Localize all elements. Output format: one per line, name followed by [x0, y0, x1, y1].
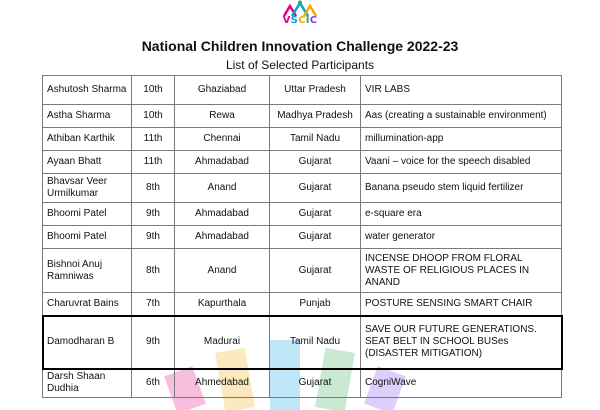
participant-state: Punjab: [270, 293, 361, 316]
table-row: [43, 293, 562, 316]
participant-city: Chennai: [175, 128, 270, 151]
table-row: [43, 369, 562, 398]
project-title: CogniWave: [361, 369, 562, 398]
document-title: National Children Innovation Challenge 2022-23: [141, 38, 459, 54]
table-row: [43, 128, 562, 151]
participant-city: Kapurthala: [175, 293, 270, 316]
participant-grade: 10th: [132, 76, 175, 105]
participant-grade: 9th: [132, 226, 175, 249]
participant-state: Gujarat: [270, 226, 361, 249]
participant-grade: 10th: [132, 105, 175, 128]
project-title: VIR LABS: [361, 76, 562, 105]
participant-name: Bhoomi Patel: [43, 226, 132, 249]
project-title: INCENSE DHOOP FROM FLORAL WASTE OF RELIGIOUS PLACES IN ANAND: [361, 249, 562, 293]
participant-state: Tamil Nadu: [270, 128, 361, 151]
participant-name: Charuvrat Bains: [43, 293, 132, 316]
table-row: [43, 105, 562, 128]
participant-city: Ahmedabad: [175, 369, 270, 398]
participant-state: Gujarat: [270, 203, 361, 226]
table-row: [43, 249, 562, 293]
participant-grade: 6th: [132, 369, 175, 398]
participants-table: [42, 75, 562, 398]
participant-city: Ahmadabad: [175, 203, 270, 226]
participant-name: Astha Sharma: [43, 105, 132, 128]
table-row: [43, 203, 562, 226]
logo-text: VSCIC: [282, 15, 318, 26]
vscic-logo: [272, 0, 328, 30]
participant-city: Ghaziabad: [175, 76, 270, 105]
participant-name: Darsh Shaan Dudhia: [43, 369, 132, 398]
participant-state: Madhya Pradesh: [270, 105, 361, 128]
project-title: Banana pseudo stem liquid fertilizer: [361, 174, 562, 203]
participant-city: Madurai: [175, 316, 270, 369]
participant-state: Gujarat: [270, 249, 361, 293]
participant-grade: 11th: [132, 151, 175, 174]
project-title: e-square era: [361, 203, 562, 226]
participant-name: Athiban Karthik: [43, 128, 132, 151]
participant-name: Damodharan B: [43, 316, 132, 369]
table-row: [43, 76, 562, 105]
participant-name: Ayaan Bhatt: [43, 151, 132, 174]
table-row: [43, 151, 562, 174]
participant-name: Bhoomi Patel: [43, 203, 132, 226]
participant-state: Gujarat: [270, 151, 361, 174]
highlighted-table-row: [43, 316, 562, 369]
table-row: [43, 226, 562, 249]
project-title: POSTURE SENSING SMART CHAIR: [361, 293, 562, 316]
participant-city: Ahmadabad: [175, 151, 270, 174]
participant-name: Bishnoi Anuj Ramniwas: [43, 249, 132, 293]
participant-city: Anand: [175, 249, 270, 293]
document-subtitle: List of Selected Participants: [225, 58, 375, 72]
participant-grade: 9th: [132, 316, 175, 369]
project-title: water generator: [361, 226, 562, 249]
participant-name: Ashutosh Sharma: [43, 76, 132, 105]
participant-grade: 8th: [132, 249, 175, 293]
project-title: millumination-app: [361, 128, 562, 151]
participant-name: Bhavsar Veer Urmilkumar: [43, 174, 132, 203]
participant-city: Anand: [175, 174, 270, 203]
project-title: Vaani – voice for the speech disabled: [361, 151, 562, 174]
participant-grade: 9th: [132, 203, 175, 226]
participant-state: Gujarat: [270, 174, 361, 203]
participant-grade: 8th: [132, 174, 175, 203]
participant-city: Rewa: [175, 105, 270, 128]
participant-grade: 7th: [132, 293, 175, 316]
table-row: [43, 174, 562, 203]
project-title: Aas (creating a sustainable environment): [361, 105, 562, 128]
participant-state: Tamil Nadu: [270, 316, 361, 369]
participant-state: Uttar Pradesh: [270, 76, 361, 105]
project-title: SAVE OUR FUTURE GENERATIONS. SEAT BELT IN SCHOOL BUSes (DISASTER MITIGATION): [361, 316, 562, 369]
participant-state: Gujarat: [270, 369, 361, 398]
participant-city: Ahmadabad: [175, 226, 270, 249]
participant-grade: 11th: [132, 128, 175, 151]
